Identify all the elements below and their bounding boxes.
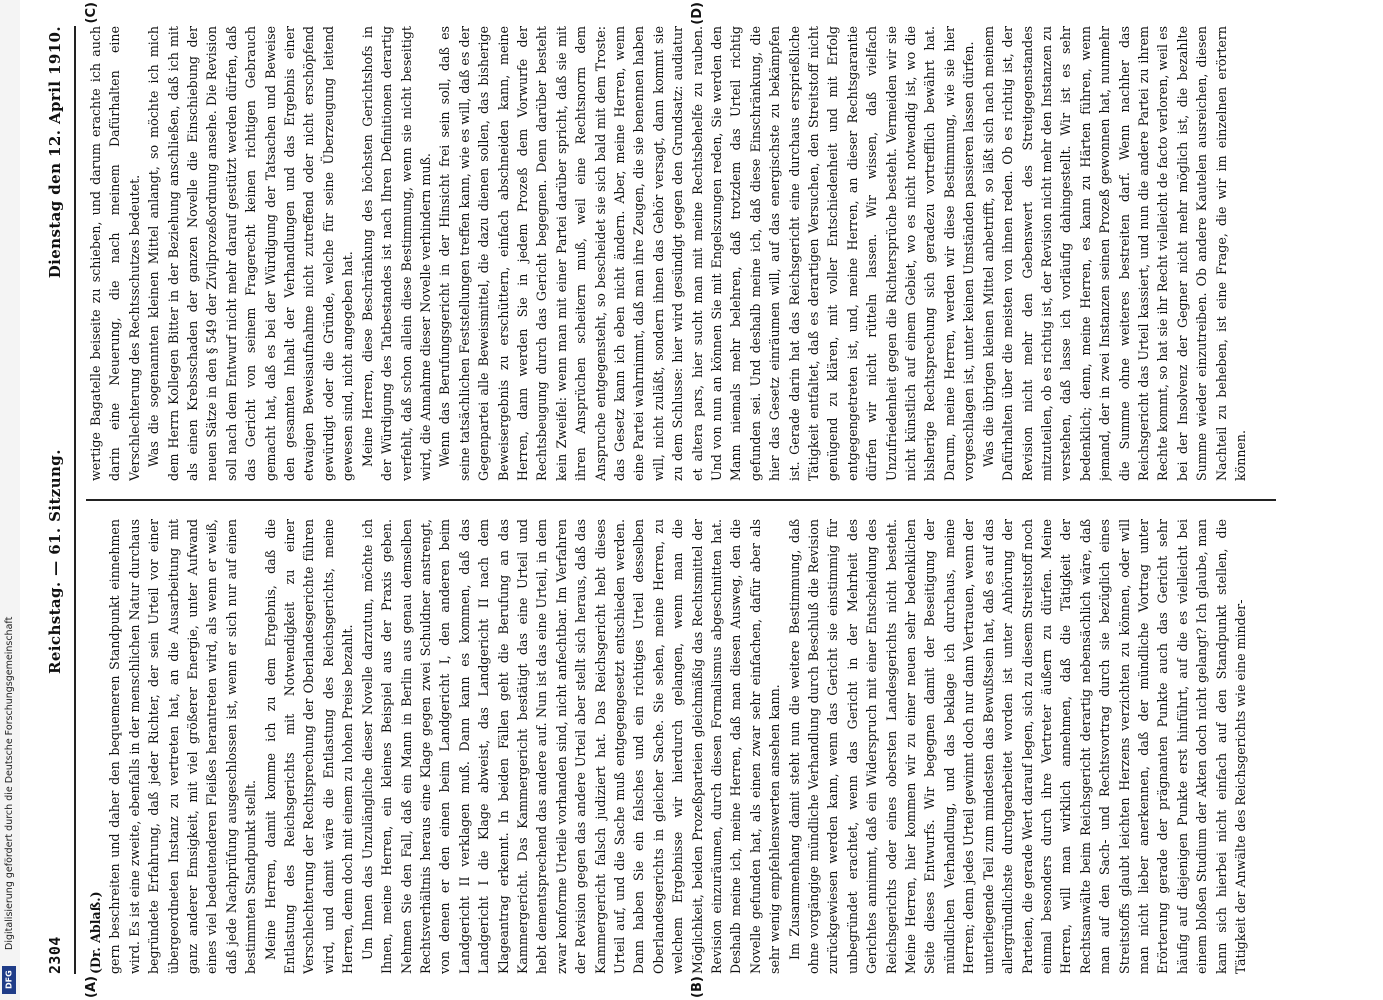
digitization-sidebar: [0, 0, 20, 1000]
paragraph: Was die sogenannten kleinen Mittel anlangt, so möchte ich mich dem Herrn Kollegen Bitter in der Beziehung anschließen, daß ich mit als einen Krebsschaden der ganzen Novelle die Einschiebung der neuen Sätze in den § 549 der Zivilprozeßordnung ansehe. Die Revision soll nach dem Entwurf nicht mehr darauf gestützt werden dürfen, daß das Gericht von seinem Fragerecht keinen richtigen Gebrauch gemacht hat, daß es bei der Würdigung der Tatsachen und Beweise den gesamten Inhalt der Verhandlungen und das Ergebnis einer etwaigen Beweisaufnahme nicht zutreffend oder nicht erschöpfend gewürdigt oder die Gründe, welche für seine Überzeugung leitend gewesen sind, nicht angegeben hat.: [146, 26, 356, 481]
margin-marker-a: (A): [84, 976, 99, 998]
session-date: Dienstag den 12. April 1910.: [46, 26, 64, 279]
paragraph: Meine Herren, damit komme ich zu dem Ergebnis, daß die Entlastung des Reichsgerichts mit Notwendigkeit zu einer Verschlechterung der Rechtsprechung der Oberlandesgerichte führen wird, und damit wäre die Entlastung des Reichsgerichts, meine Herren, denn doch mit einem zu hohen Preise bezahlt.: [262, 519, 356, 974]
paragraph: wertige Bagatelle beiseite zu schieben, und darum erachte ich auch darin eine Neuerung, die nach meinem Dafürhalten eine Verschlechterung des Rechtsschutzes bedeutet.: [88, 26, 142, 481]
paragraph: Um Ihnen das Unzulängliche dieser Novelle darzutun, möchte ich Ihnen, meine Herren, ein kleines Beispiel aus der Praxis geben. Nehmen Sie den Fall, daß ein Mann in Berlin aus genau demselben Rechtsverhältnis heraus eine Klage gegen zwei Schuldner anstrengt, von denen er den einen beim Landgericht I, den anderen beim Landgericht II verklagen muß. Dann kann es kommen, daß das Landgericht I die Klage abweist, das Landgericht II nach dem Klageantrag erkennt. In beiden Fällen geht die Berufung an das Kammergericht. Das Kammergericht bestätigt das eine Urteil und hebt dementsprechend das andere auf. Nun ist das eine Urteil, in dem zwar konforme Urteile vorhanden sind, nicht anfechtbar. Im Verfahren der Revision gegen das andere Urteil aber stellt sich heraus, daß das Kammergericht falsch judiziert hat. Das Reichsgericht hebt dieses Urteil auf, und die Sache muß entgegengesetzt entschieden werden. Dann haben Sie ein falsches und ein richtiges Urteil desselben Oberlandesgerichts in gleicher Sache. Sie sehen, meine Herren, zu welchem Ergebnisse wir hierdurch gelangen, wenn man die Möglichkeit, beiden Prozeßparteien gleichmäßig das Rechtsmittel der Revision einzuräumen, durch diesen Formalismus abgeschnitten hat. Deshalb meine ich, meine Herren, daß man diesen Ausweg, den die Novelle gefunden hat, als einen zwar sehr einfachen, dafür aber als sehr wenig empfehlenswerten ansehen kann.: [359, 519, 783, 974]
right-column: [86, 26, 1276, 481]
paragraph: Im Zusammenhang damit steht nun die weitere Bestimmung, daß ohne vorgängige mündliche Verhandlung durch Beschluß die Revision zurückgewiesen werden kann, wenn das Gericht sie einstimmig für unbegründet erachtet, wenn das Gericht in der Mehrheit des Gerichtes annimmt, daß ein Widerspruch mit einer Entscheidung des Reichsgerichts oder eines obersten Landesgerichts nicht besteht. Meine Herren, hier kommen wir zu einer neuen sehr bedenklichen Seite dieses Entwurfs. Wir begegnen damit der Beseitigung der mündlichen Verhandlung, und das beklage ich durchaus, meine Herren; denn jedes Urteil gewinnt doch nur dann Vertrauen, wenn der unterliegende Teil zum mindesten das Bewußtsein hat, daß es auf das allergründlichste durchgearbeitet worden ist unter Anhörung der Parteien, die gerade Wert darauf legen, sich zu diesem Streitstoff noch einmal besonders durch ihre Vertreter äußern zu dürfen. Meine Herren, will man wirklich annehmen, daß die Tätigkeit der Rechtsanwälte beim Reichsgericht derartig nebensächlich wäre, daß man auf den Sach- und Rechtsvortrag durch sie bezüglich eines Streitstoffs glaubt leichten Herzens verzichten zu können, oder will man nicht lieber anerkennen, daß der mündliche Vortrag unter Erörterung gerade der prägnanten Punkte auch das Gericht sehr häufig auf diejenigen Punkte erst hinführt, auf die es vielleicht bei einem bloßen Studium der Akten doch nicht gelangt? Ich glaube, man kann sich hierbei nicht einfach auf den Standpunkt stellen, die Tätigkeit der Anwälte des Reichsgerichts wie eine minder-: [786, 519, 1248, 974]
margin-marker-d: (D): [690, 2, 705, 25]
text-columns: [86, 26, 1276, 974]
document-page: [40, 0, 1340, 1000]
page-header: [40, 26, 76, 974]
dfg-logo: DFG: [2, 966, 16, 994]
paragraph: Wenn das Berufungsgericht in der Hinsicht frei sein soll, daß es seine tatsächlichen Feststellungen treffen kann, wie es will, daß es der Gegenpartei alle Beweismittel, die dazu dienen sollen, das bisherige Beweisergebnis zu erschüttern, einfach abschneiden kann, meine Herren, dann werden Sie in jedem Prozeß dem Vorwurfe der Rechtsbeugung durch das Gericht begegnen. Denn darüber besteht kein Zweifel: wenn man mit einer Partei darüber spricht, daß sie mit ihren Ansprüchen scheitern muß, weil eine Rechtsnorm dem Anspruche entgegensteht, so bescheidet sie sich bald mit dem Troste: das Gesetz kann ich eben nicht ändern. Aber, meine Herren, wenn eine Partei wahrnimmt, daß man ihre Zeugen, die sie benennen haben will, nicht zuläßt, sondern ihnen das Gehör versagt, dann kommt sie zu dem Schlusse: hier wird gesündigt gegen den Grundsatz: audiatur et altera pars, hier sucht man mit meine Rechtsbehelfe zu rauben. Und von nun an können Sie mit Engelszungen reden, Sie werden den Mann niemals mehr belehren, daß trotzdem das Urteil richtig gefunden sei. Und deshalb meine ich, daß diese Einschränkung, die hier das Gesetz einräumen will, auf das energischste zu bekämpfen ist. Gerade darin hat das Reichsgericht eine durchaus ersprießliche Tätigkeit entfaltet, daß es derartigen Versuchen, den Streitstoff nicht genügend zu klären, mit voller Entschiedenheit und mit Erfolg entgegengetreten ist, und, meine Herren, an dieser Rechtsgarantie dürfen wir nicht rütteln lassen. Wir wissen, daß vielfach Unzufriedenheit gegen die Richtersprüche besteht. Vermeiden wir sie nicht künstlich auf einem Gebiet, wo es nicht notwendig ist, wo die bisherige Rechtsprechung sich geradezu vortrefflich bewährt hat. Darum, meine Herren, werden wir diese Bestimmung, wie sie hier vorgeschlagen ist, unter keinen Umständen passieren lassen dürfen.: [437, 26, 977, 481]
paragraph: gern beschreiten und daher den bequemeren Standpunkt einnehmen wird. Es ist eine zweite, ebenfalls in der menschlichen Natur durchaus begründete Erfahrung, daß jeder Richter, der sein Urteil vor einer übergeordneten Instanz zu vertreten hat, an die Ausarbeitung mit ganz anderer Emsigkeit, mit viel größerer Energie, unter Aufwand eines viel bedeutenderen Fleißes herantreten wird, als wenn er weiß, daß jede Nachprüfung ausgeschlossen ist, wenn er sich nur auf einen bestimmten Standpunkt stellt.: [107, 519, 259, 974]
speaker-tag: (Dr. Ablaß.): [88, 891, 103, 974]
dfg-credit-text: Digitalisierung gefördert durch die Deutsche Forschungsgemeinschaft: [4, 616, 15, 950]
margin-marker-c: (C): [84, 2, 99, 24]
paragraph: Was die übrigen kleinen Mittel anbetrifft, so läßt sich nach meinem Dafürhalten über die meisten von ihnen reden. Ob es richtig ist, der Revision nicht mehr den Gebenswert des Streitgegenstandes mitzuteilen, ob es richtig ist, der Revision nicht mehr den Instanzen zu verstehen, daß lasse ich vorläufig dahingestellt. Wir ist es sehr bedenklich; denn, meine Herren, es kann zu Härten führen, wenn jemand, der in zwei Instanzen seinen Prozeß gewonnen hat, nunmehr die Summe ohne weiteres bestreiten darf. Wenn nachher das Reichsgericht das Urteil kassiert, und nun die andere Partei zu ihrem Rechte kommt, so hat sie ihr Recht vielleicht de facto verloren, weil es bei der Insolvenz der Gegner nicht mehr möglich ist, die bezahlte Summe wieder einzutreiben. Ob andere Kautelen ausreichen, diesen Nachteil zu beheben, ist eine Frage, die wir im einzelnen erörtern können.: [980, 26, 1248, 481]
paragraph: Meine Herren, diese Beschränkung des höchsten Gerichtshofs in der Würdigung des Tatbestandes ist nach Ihren Definitionen derartig verfehlt, daß schon allein diese Bestimmung, wenn sie nicht beseitigt wird, die Annahme dieser Novelle verhindern muß.: [359, 26, 433, 481]
session-title: Reichstag. — 61. Sitzung.: [46, 449, 64, 674]
margin-marker-b: (B): [690, 976, 705, 998]
page-number: 2304: [46, 936, 64, 974]
left-column: [86, 519, 1276, 974]
column-divider: [86, 499, 1276, 501]
